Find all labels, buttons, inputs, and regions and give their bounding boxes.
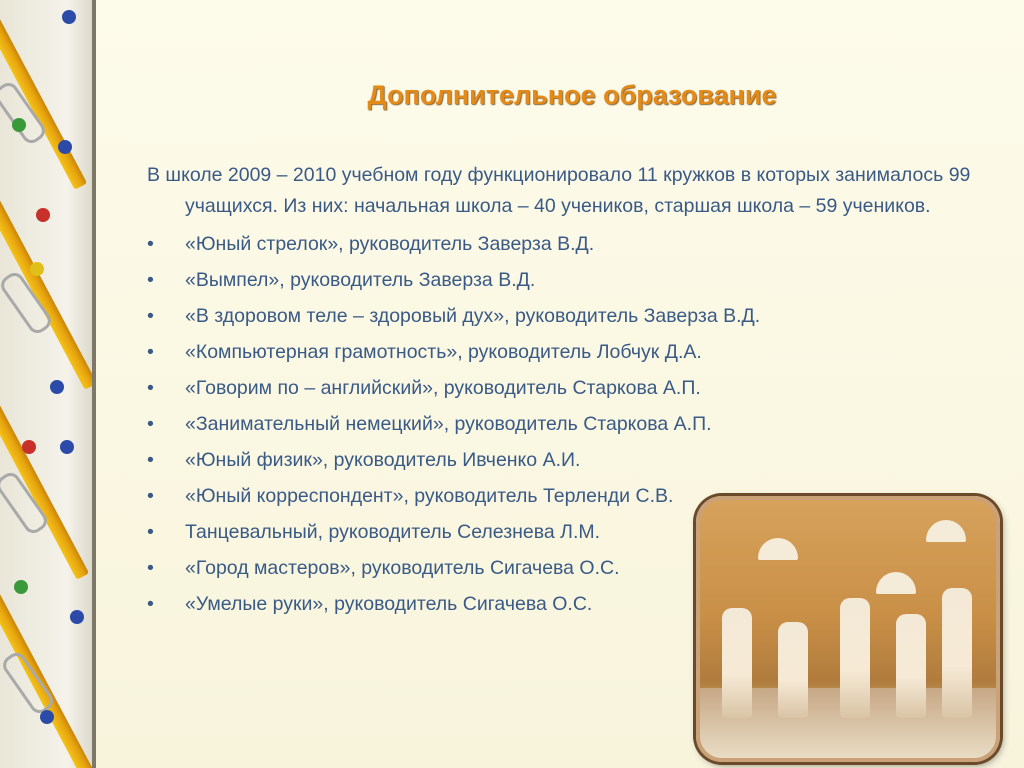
pushpin-icon xyxy=(58,140,72,154)
border-divider xyxy=(92,0,96,768)
dance-photo xyxy=(696,496,1000,762)
list-item xyxy=(147,334,977,370)
dancer-figure xyxy=(942,588,972,718)
bullet: • xyxy=(147,557,154,579)
pushpin-icon xyxy=(70,610,84,624)
list-item-text: «Юный стрелок», руководитель Заверза В.Д. xyxy=(185,233,595,255)
pushpin-icon xyxy=(60,440,74,454)
dancer-figure xyxy=(840,598,870,718)
list-item-text: «Вымпел», руководитель Заверза В.Д. xyxy=(185,269,536,291)
dancer-figure xyxy=(778,622,808,718)
list-item xyxy=(147,298,977,334)
bullet: • xyxy=(147,377,154,399)
list-item xyxy=(147,262,977,298)
list-item-text: «Говорим по – английский», руководитель Старкова А.П. xyxy=(185,377,701,399)
list-item-text: «Умелые руки», руководитель Сигачева О.С. xyxy=(185,593,593,615)
bullet: • xyxy=(147,521,154,543)
list-item-text: «Занимательный немецкий», руководитель Старкова А.П. xyxy=(185,413,712,435)
list-item xyxy=(147,406,977,442)
pushpin-icon xyxy=(36,208,50,222)
list-item-text: «Город мастеров», руководитель Сигачева О.С. xyxy=(185,557,620,579)
bullet: • xyxy=(147,485,154,507)
bullet: • xyxy=(147,593,154,615)
pushpin-icon xyxy=(14,580,28,594)
dancer-figure xyxy=(896,614,926,718)
decorative-border xyxy=(0,0,96,768)
pushpin-icon xyxy=(62,10,76,24)
bullet: • xyxy=(147,413,154,435)
bullet: • xyxy=(147,305,154,327)
dancer-figure xyxy=(722,608,752,718)
list-item xyxy=(147,226,977,262)
bullet: • xyxy=(147,341,154,363)
list-item-text: «Компьютерная грамотность», руководитель Лобчук Д.А. xyxy=(185,341,702,363)
pushpin-icon xyxy=(30,262,44,276)
list-item-text: «Юный физик», руководитель Ивченко А.И. xyxy=(185,449,581,471)
fan-icon xyxy=(758,538,798,560)
intro-paragraph: В школе 2009 – 2010 учебном году функционировало 11 кружков в которых занималось 99 учащихся. Из них: начальная школа – 40 учеников, старшая школа – 59 учеников. xyxy=(147,164,971,217)
list-item xyxy=(147,370,977,406)
pushpin-icon xyxy=(50,380,64,394)
bullet: • xyxy=(147,449,154,471)
list-item-text: «В здоровом теле – здоровый дух», руководитель Заверза В.Д. xyxy=(185,305,761,327)
slide-title: Дополнительное образование xyxy=(367,80,777,110)
list-item-text: Танцевальный, руководитель Селезнева Л.М. xyxy=(185,521,601,543)
list-item xyxy=(147,442,977,478)
fan-icon xyxy=(876,572,916,594)
bullet: • xyxy=(147,233,154,255)
pushpin-icon xyxy=(22,440,36,454)
pushpin-icon xyxy=(40,710,54,724)
pushpin-icon xyxy=(12,118,26,132)
list-item-text: «Юный корреспондент», руководитель Терленди С.В. xyxy=(185,485,674,507)
bullet: • xyxy=(147,269,154,291)
fan-icon xyxy=(926,520,966,542)
